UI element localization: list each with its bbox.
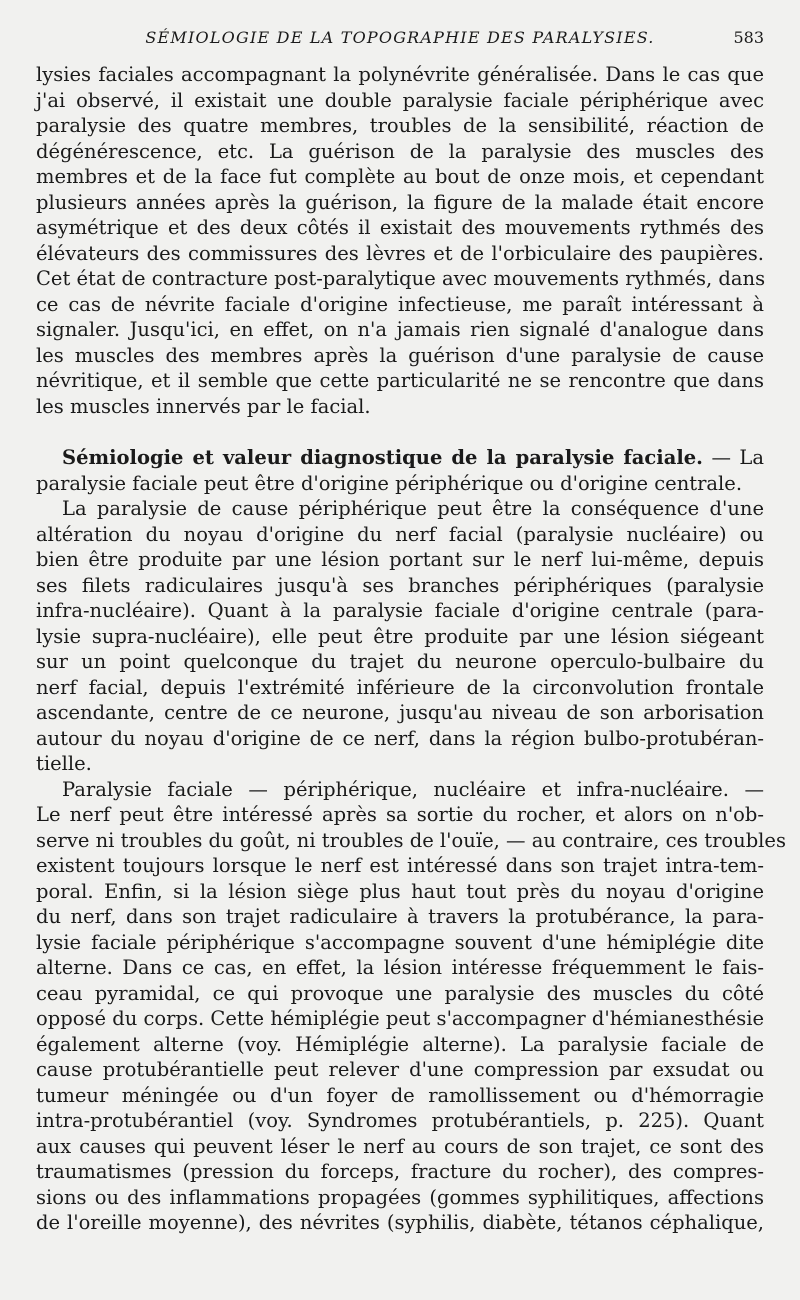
page-number: 583 xyxy=(733,28,764,47)
text-line: traumatismes (pression du forceps, fracture du rocher), des compres- xyxy=(36,1160,764,1183)
section-gap xyxy=(36,419,764,445)
text-line: alterne. Dans ce cas, en effet, la lésion intéresse fréquemment le fais- xyxy=(36,956,764,979)
text-line: névritique, et il semble que cette particularité ne se rencontre que dans xyxy=(36,369,764,392)
text-line: de l'oreille moyenne), des névrites (syphilis, diabète, tétanos céphalique, xyxy=(36,1211,764,1234)
text-line: infra-nucléaire). Quant à la paralysie faciale d'origine centrale (para- xyxy=(36,599,764,622)
text-line: lysies faciales accompagnant la polynévrite généralisée. Dans le cas que xyxy=(36,63,764,86)
text-line: ses filets radiculaires jusqu'à ses branches périphériques (paralysie xyxy=(36,573,764,597)
text-line: tielle. xyxy=(36,752,92,775)
text-line: serve ni troubles du goût, ni troubles de l'ouïe, — au contraire, ces troubles xyxy=(36,828,786,852)
text-line: paralysie faciale peut être d'origine périphérique ou d'origine centrale. xyxy=(36,471,743,495)
section-heading: Sémiologie et valeur diagnostique de la paralysie faciale. xyxy=(62,446,703,469)
page-header xyxy=(36,28,764,52)
text-line: ceau pyramidal, ce qui provoque une paralysie des muscles du côté xyxy=(36,981,764,1005)
text-line: lysie faciale périphérique s'accompagne souvent d'une hémiplégie dite xyxy=(36,930,764,954)
text-line: signaler. Jusqu'ici, en effet, on n'a jamais rien signalé d'analogue dans xyxy=(36,318,764,341)
text-line: du nerf, dans son trajet radiculaire à travers la protubérance, la para- xyxy=(36,905,764,928)
running-title: SÉMIOLOGIE DE LA TOPOGRAPHIE DES PARALYSIES. xyxy=(145,28,655,47)
text-line: Cet état de contracture post-paralytique avec mouvements rythmés, dans xyxy=(36,267,766,290)
text-line: élévateurs des commissures des lèvres et de l'orbiculaire des paupières. xyxy=(36,241,764,265)
text-line: poral. Enfin, si la lésion siège plus haut tout près du noyau d'origine xyxy=(36,879,764,903)
text-line: altération du noyau d'origine du nerf facial (paralysie nucléaire) ou xyxy=(36,522,764,546)
text-line: La paralysie de cause périphérique peut être la conséquence d'une xyxy=(62,497,764,520)
section-heading-rest: — La xyxy=(702,446,764,469)
paragraph-polynevrite xyxy=(36,62,764,419)
text-line: autour du noyau d'origine de ce nerf, dans la région bulbo-protubéran- xyxy=(36,726,764,750)
text-line: bien être produite par une lésion portant sur le nerf lui-même, depuis xyxy=(36,548,764,571)
text-line: intra-protubérantiel (voy. Syndromes protubérantiels, p. 225). Quant xyxy=(36,1109,764,1132)
text-line: Le nerf peut être intéressé après sa sortie du rocher, et alors on n'ob- xyxy=(36,803,764,826)
section-semiologie xyxy=(36,445,764,496)
text-line: ascendante, centre de ce neurone, jusqu'au niveau de son arborisation xyxy=(36,701,764,724)
text-line: cause protubérantielle peut relever d'une compression par exsudat ou xyxy=(36,1058,764,1081)
text-line: asymétrique et des deux côtés il existait des mouvements rythmés des xyxy=(36,216,764,239)
text-line: tumeur méningée ou d'un foyer de ramollissement ou d'hémorragie xyxy=(36,1083,764,1107)
text-line: dégénérescence, etc. La guérison de la paralysie des muscles des xyxy=(36,139,764,163)
text-line: membres et de la face fut complète au bout de onze mois, et cependant xyxy=(36,165,764,188)
paragraph-paralysie-faciale-peripherique xyxy=(36,777,786,1236)
text-line: sur un point quelconque du trajet du neurone operculo-bulbaire du xyxy=(36,650,764,673)
text-line: lysie supra-nucléaire), elle peut être produite par une lésion siégeant xyxy=(36,624,764,648)
text-line: existent toujours lorsque le nerf est intéressé dans son trajet intra-tem- xyxy=(36,854,764,877)
paragraph-cause-peripherique xyxy=(36,496,764,777)
text-line: paralysie des quatre membres, troubles de la sensibilité, réaction de xyxy=(36,114,764,137)
body-text xyxy=(36,62,786,1236)
text-line: opposé du corps. Cette hémiplégie peut s'accompagner d'hémianesthésie xyxy=(36,1007,764,1030)
text-line: les muscles innervés par le facial. xyxy=(36,394,371,418)
text-line: sions ou des inflammations propagées (gommes syphilitiques, affections xyxy=(36,1185,764,1209)
section-heading-line xyxy=(36,445,764,471)
text-line: nerf facial, depuis l'extrémité inférieure de la circonvolution frontale xyxy=(36,675,764,699)
text-line: plusieurs années après la guérison, la figure de la malade était encore xyxy=(36,190,764,214)
text-line: j'ai observé, il existait une double paralysie faciale périphérique avec xyxy=(36,88,764,112)
text-line: les muscles des membres après la guérison d'une paralysie de cause xyxy=(36,343,764,367)
text-line: Paralysie faciale — périphérique, nucléaire et infra-nucléaire. — xyxy=(62,777,764,801)
text-line: également alterne (voy. Hémiplégie alterne). La paralysie faciale de xyxy=(36,1032,764,1056)
text-line: ce cas de névrite faciale d'origine infectieuse, me paraît intéressant à xyxy=(36,292,764,316)
text-line: aux causes qui peuvent léser le nerf au cours de son trajet, ce sont des xyxy=(36,1134,764,1158)
